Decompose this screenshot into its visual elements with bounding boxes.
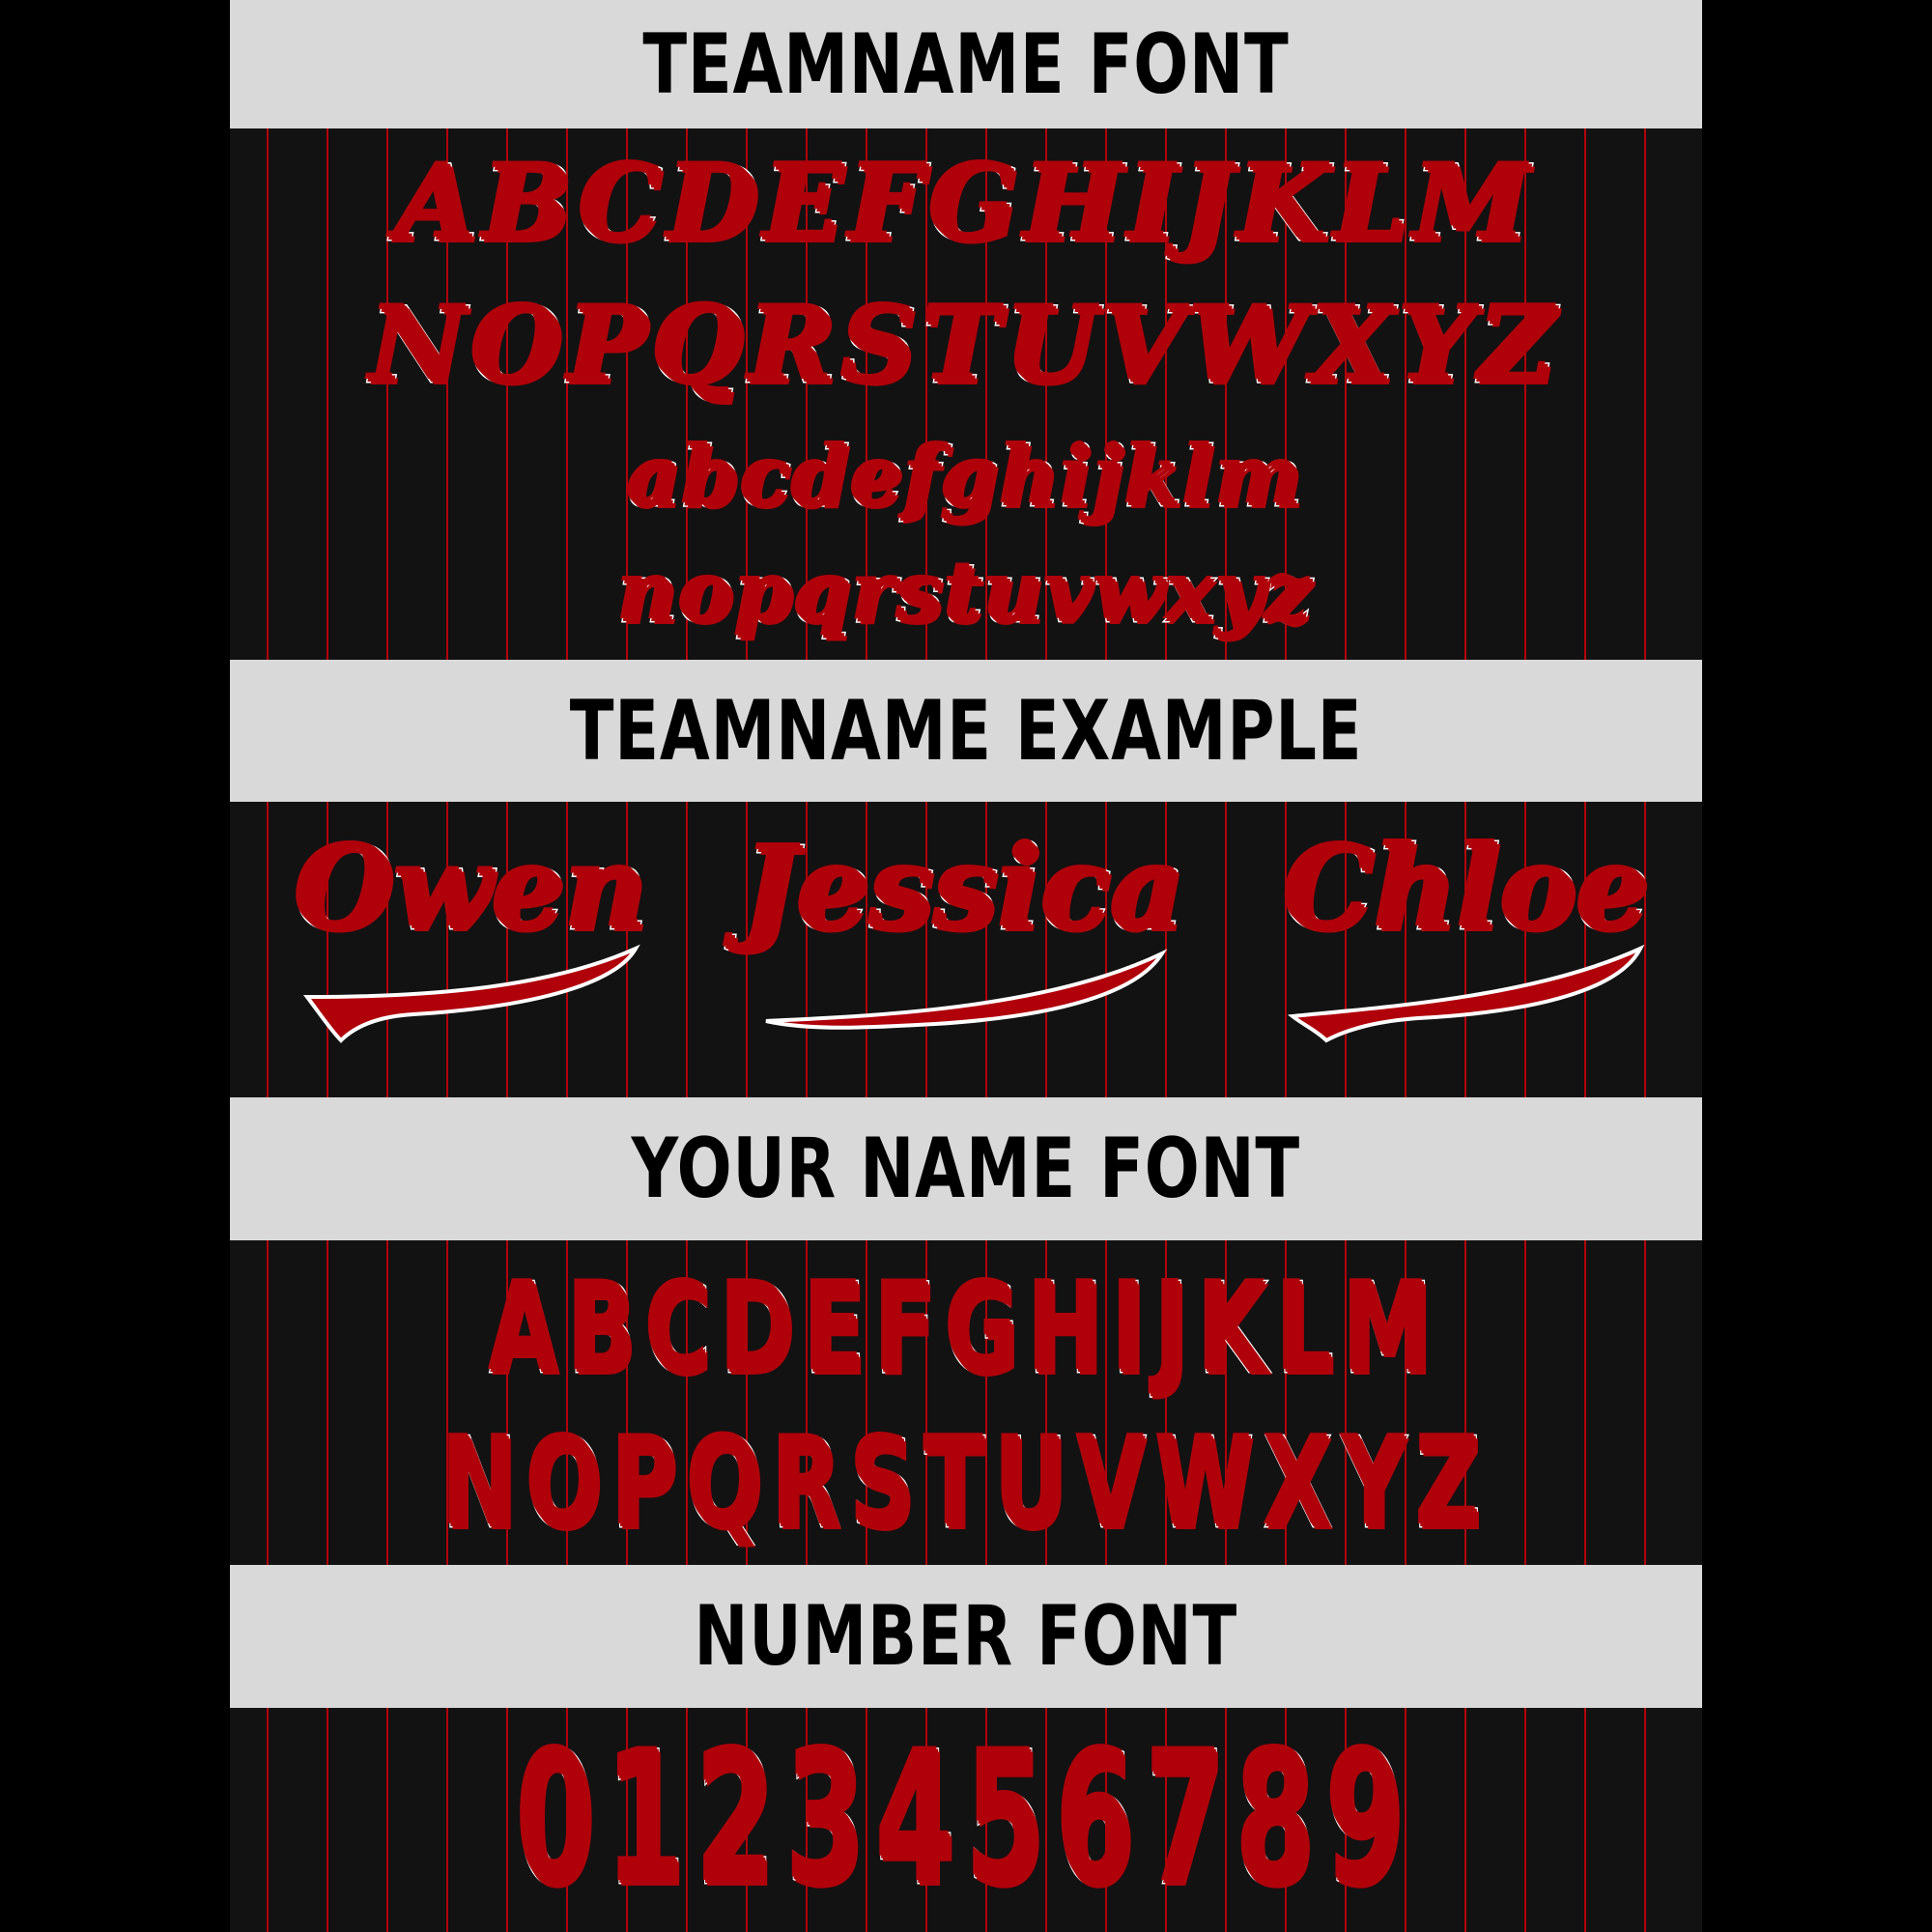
teamname-example-title: TEAMNAME EXAMPLE xyxy=(569,682,1363,780)
example-chloe xyxy=(1273,821,1660,1092)
teamname-example-header xyxy=(230,660,1702,802)
tail-swoosh-graphic xyxy=(752,939,1177,1045)
example-name: Jessica xyxy=(743,821,1185,955)
example-name: Chloe xyxy=(1283,821,1650,955)
number-font-panel xyxy=(230,1708,1702,1932)
block-letters-row-2: NOPQRSTUVWXYZ xyxy=(441,1411,1491,1556)
number-font-header xyxy=(230,1565,1702,1708)
number-font-title: NUMBER FONT xyxy=(694,1588,1238,1685)
font-sample-sheet xyxy=(230,0,1702,1932)
script-lowercase-row-2: nopqrstuvwxyz xyxy=(618,544,1314,640)
script-uppercase-row-2: NOPQRSTUVWXYZ xyxy=(370,285,1562,407)
block-letters-row-1: ABCDEFGHIJKLM xyxy=(490,1257,1442,1402)
example-name: Owen xyxy=(295,821,648,955)
tail-swoosh-graphic xyxy=(1283,939,1650,1045)
tail-swoosh-graphic xyxy=(288,939,655,1045)
block-digits-row: 0123456789 xyxy=(516,1712,1416,1926)
teamname-font-title: TEAMNAME FONT xyxy=(642,15,1290,113)
teamname-font-panel xyxy=(230,128,1702,660)
your-name-font-header xyxy=(230,1097,1702,1240)
example-jessica xyxy=(743,821,1185,1092)
script-lowercase-row-1: abcdefghijklm xyxy=(628,428,1304,525)
your-name-font-title: YOUR NAME FONT xyxy=(631,1121,1301,1217)
script-uppercase-row-1: ABCDEFGHIJKLM xyxy=(396,143,1536,265)
teamname-font-header xyxy=(230,0,1702,128)
your-name-font-panel xyxy=(230,1240,1702,1565)
example-owen xyxy=(278,821,665,1092)
teamname-example-panel xyxy=(230,802,1702,1097)
